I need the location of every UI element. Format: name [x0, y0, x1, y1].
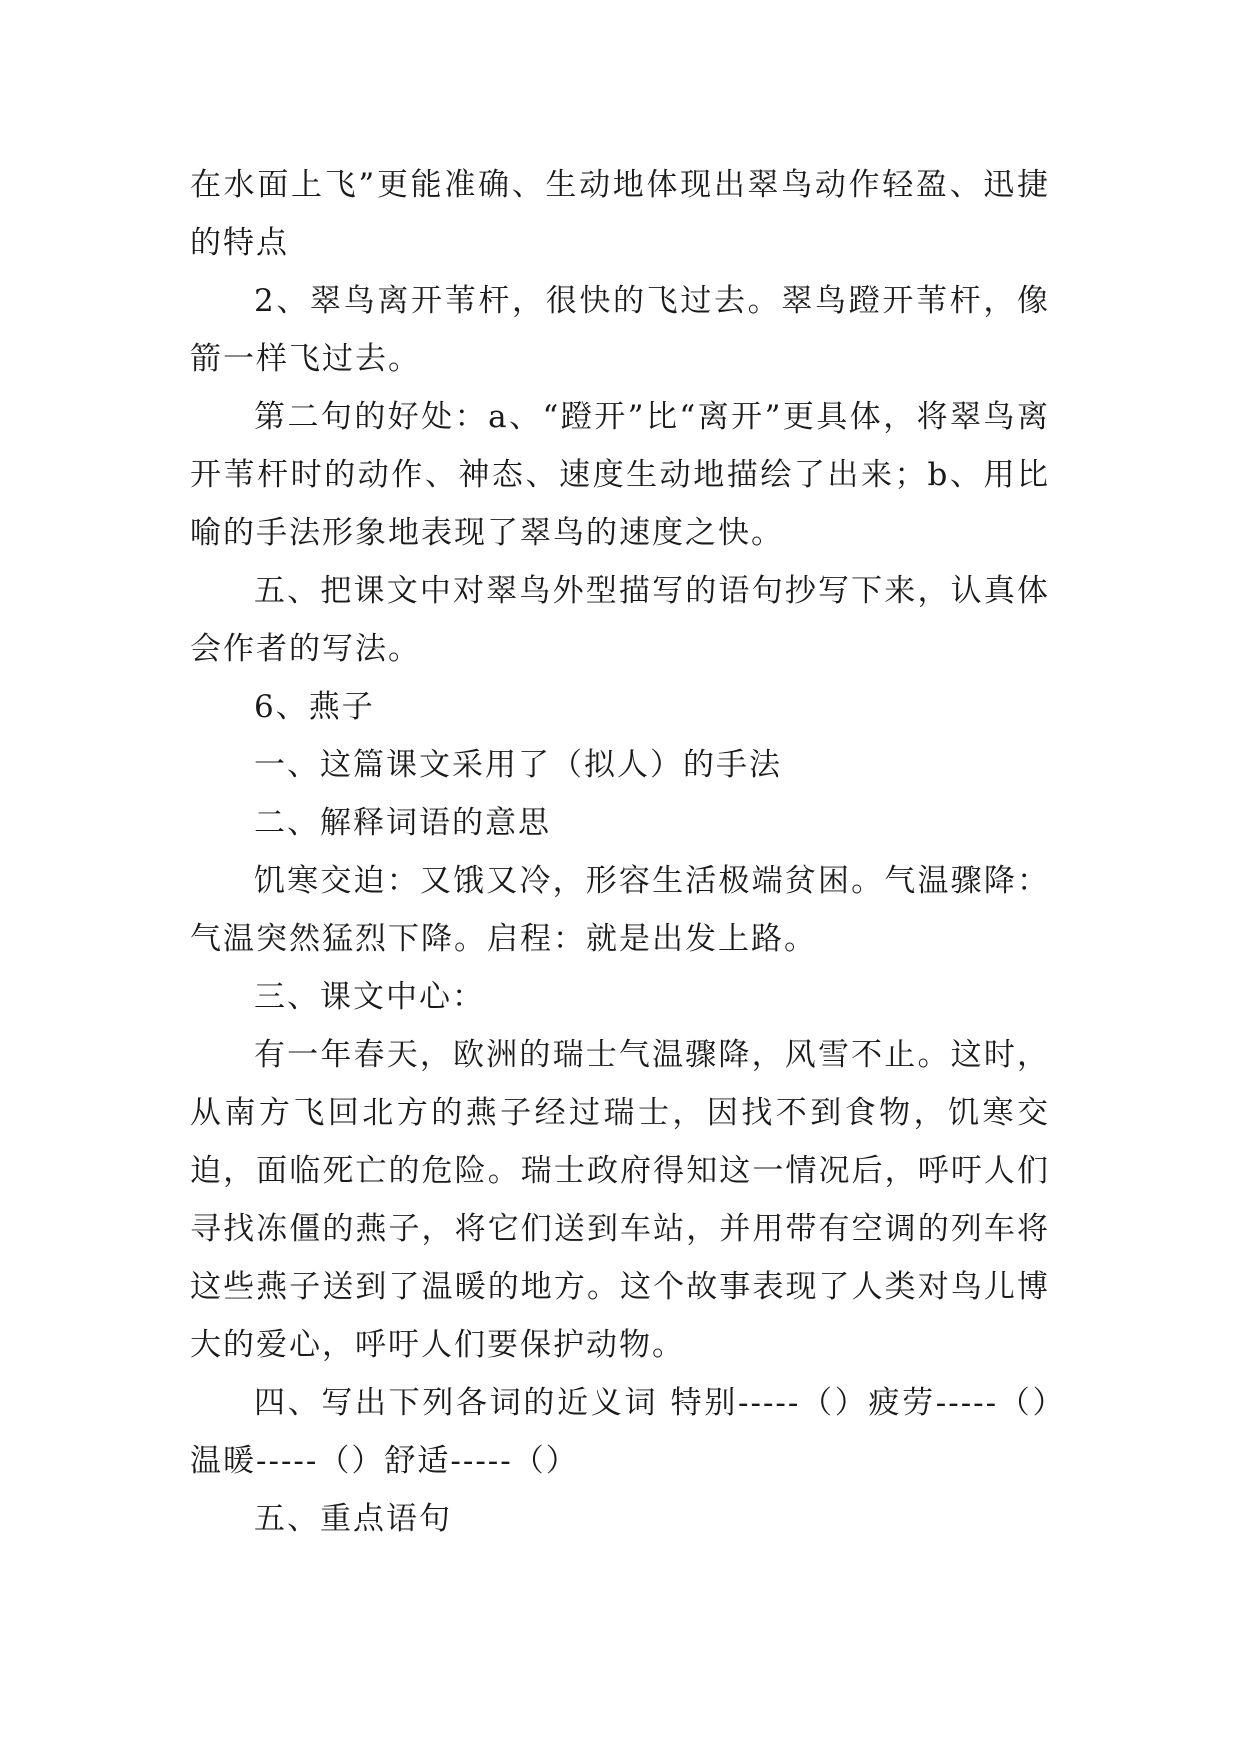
paragraph: 饥寒交迫：又饿又冷，形容生活极端贫困。气温骤降：气温突然猛烈下降。启程：就是出发上路。 — [190, 863, 1050, 957]
paragraph: 有一年春天，欧洲的瑞士气温骤降，风雪不止。这时，从南方飞回北方的燕子经过瑞士，因找不到食物，饥寒交迫，面临死亡的危险。瑞士政府得知这一情况后，呼吁人们寻找冻僵的燕子，将它们送到车站，并用带有空调的列车将这些燕子送到了温暖的地方。这个故事表现了人类对鸟儿博大的爱心，呼吁人们要保护动物。 — [190, 1037, 1050, 1363]
document-body — [190, 156, 1050, 1548]
paragraph: 在水面上飞”更能准确、生动地体现出翠鸟动作轻盈、迅捷的特点 — [190, 167, 1050, 261]
paragraph: 2、翠鸟离开苇杆，很快的飞过去。翠鸟蹬开苇杆，像箭一样飞过去。 — [190, 283, 1050, 377]
paragraph: 五、重点语句 — [254, 1501, 452, 1537]
paragraph: 四、写出下列各词的近义词 特别-----（）疲劳-----（）温暖-----（）舒适-----（） — [190, 1385, 1050, 1479]
paragraph: 三、课文中心： — [254, 979, 485, 1015]
paragraph: 二、解释词语的意思 — [254, 805, 551, 841]
paragraph: 五、把课文中对翠鸟外型描写的语句抄写下来，认真体会作者的写法。 — [190, 573, 1050, 667]
section-heading: 6、燕子 — [254, 689, 375, 725]
paragraph: 一、这篇课文采用了（拟人）的手法 — [254, 747, 782, 783]
paragraph: 第二句的好处：a、“蹬开”比“离开”更具体，将翠鸟离开苇杆时的动作、神态、速度生动地描绘了出来；b、用比喻的手法形象地表现了翠鸟的速度之快。 — [190, 399, 1050, 551]
